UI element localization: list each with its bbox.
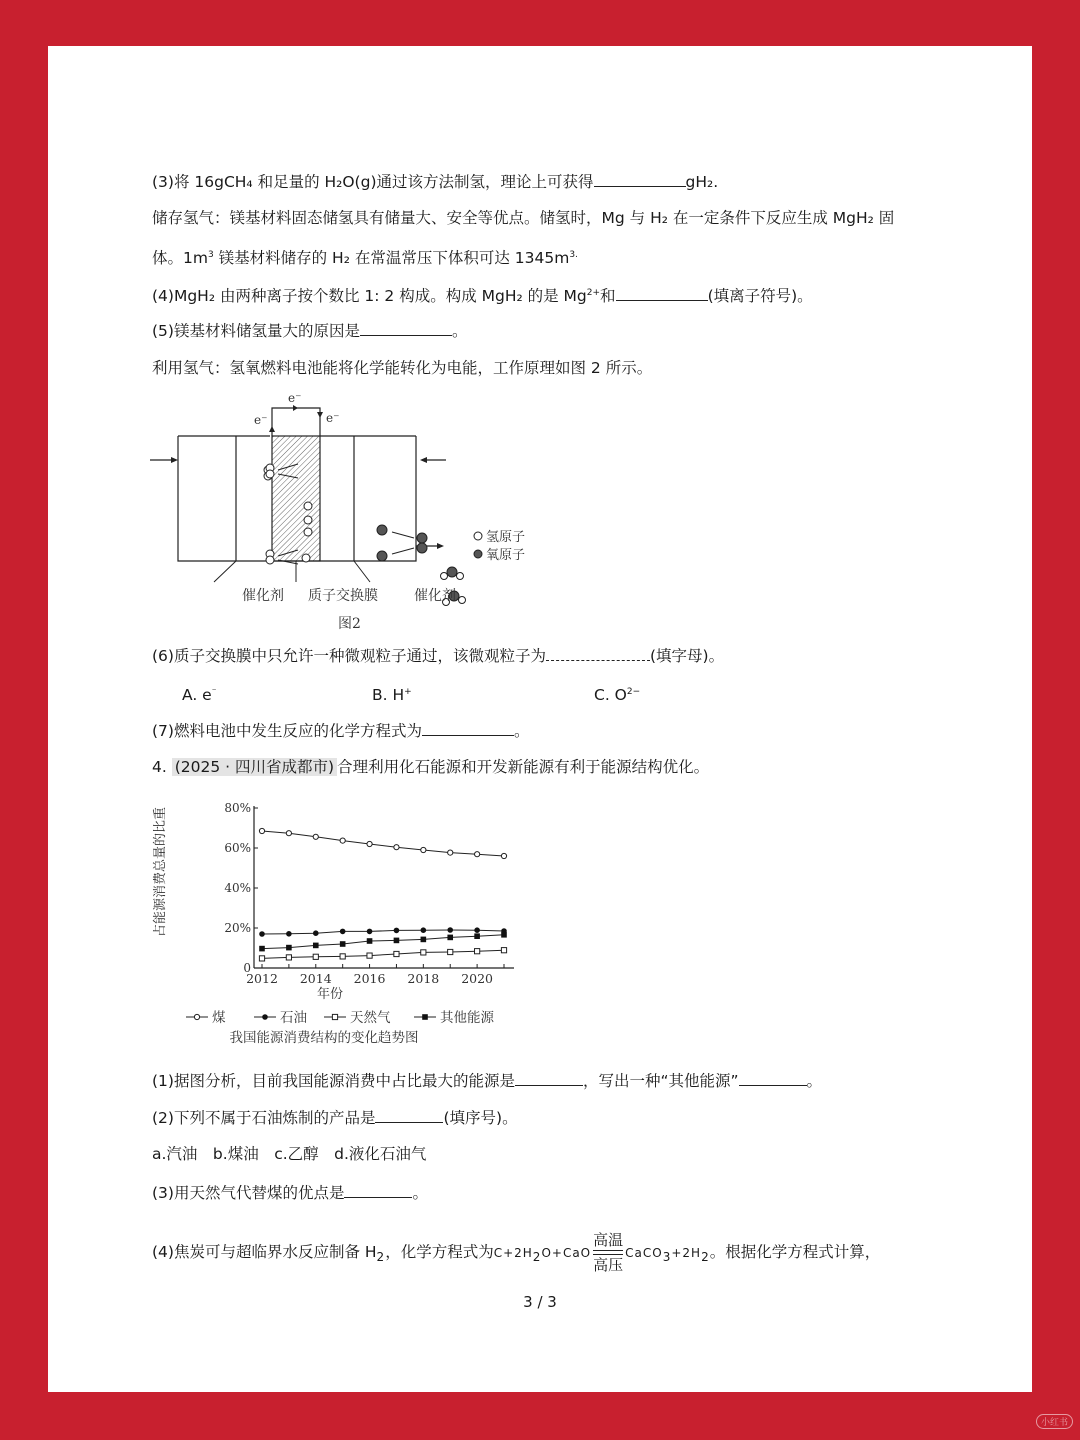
label-catalyst-right: 催化剂 (414, 588, 456, 604)
data-point (501, 932, 507, 938)
chart-legend (186, 1009, 494, 1026)
question-5: (5)镁基材料储氢量大的原因是 。 (152, 322, 468, 340)
data-point (367, 929, 373, 935)
label-catalyst-left: 催化剂 (242, 588, 284, 604)
document-page (48, 46, 1032, 1392)
label-membrane: 质子交换膜 (308, 588, 378, 604)
chart-title: 我国能源消费结构的变化趋势图 (229, 1030, 419, 1046)
data-point (367, 841, 372, 846)
answer-blank[interactable] (739, 1070, 807, 1086)
legend-marker (422, 1014, 428, 1020)
p4-question-2-options: a.汽油 b.煤油 c.乙醇 d.液化石油气 (152, 1145, 427, 1163)
series-line-1 (262, 930, 504, 934)
data-point (475, 949, 480, 954)
data-point (259, 946, 265, 952)
x-tick-label: 2012 (246, 971, 278, 986)
y-tick-label: 60% (224, 841, 251, 855)
data-point (394, 938, 400, 944)
data-point (448, 949, 453, 954)
arrow-up-icon (269, 426, 275, 432)
answer-blank[interactable] (375, 1107, 443, 1123)
data-point (421, 927, 427, 933)
data-point (421, 847, 426, 852)
legend-label: 煤 (212, 1010, 226, 1026)
p4-question-2: (2)下列不属于石油炼制的产品是 (填序号)。 (152, 1109, 518, 1127)
data-point (474, 933, 480, 939)
data-point (313, 954, 318, 959)
question-6-option-a: A. e⁻ (182, 686, 217, 705)
answer-blank[interactable] (422, 720, 514, 736)
fuel-cell-diagram (148, 386, 526, 636)
y-tick-label: 0 (243, 961, 251, 975)
data-point (313, 943, 319, 949)
source-tag: (2025 · 四川省成都市) (172, 758, 337, 776)
data-point (474, 927, 480, 933)
legend-marker (194, 1014, 199, 1019)
energy-chart (146, 792, 494, 1054)
answer-blank[interactable] (594, 171, 686, 187)
data-point (286, 831, 291, 836)
data-point (313, 930, 319, 936)
storage-paragraph-line1: 储存氢气：镁基材料固态储氢具有储量大、安全等优点。储氢时，Mg 与 H₂ 在一定条件下反应生成 MgH₂ 固 (152, 209, 895, 227)
chart-series (259, 828, 507, 961)
question-6-option-c: C. $O^{2-}$ (594, 686, 641, 705)
chart-xlabel: 年份 (316, 987, 344, 1002)
legend-oxygen-label: 氧原子 (486, 548, 526, 563)
data-point (286, 931, 292, 937)
data-point (394, 928, 400, 934)
answer-blank[interactable] (616, 285, 708, 301)
problem-4-heading: 4. (2025 · 四川省成都市) 合理利用化石能源和开发新能源有利于能源结构优化。 (152, 758, 710, 776)
data-point (340, 929, 346, 935)
legend-label: 其他能源 (440, 1010, 494, 1026)
data-point (448, 850, 453, 855)
data-point (340, 954, 345, 959)
data-point (313, 834, 318, 839)
external-circuit (272, 408, 320, 436)
legend-hydrogen-label: 氢原子 (486, 530, 526, 545)
arrow-down-icon (317, 412, 323, 418)
page-number: 3 / 3 (523, 1293, 557, 1311)
data-point (447, 935, 453, 941)
watermark: 小红书 (1036, 1414, 1073, 1429)
data-point (501, 948, 506, 953)
data-point (475, 852, 480, 857)
legend-label: 石油 (280, 1010, 307, 1026)
series-line-3 (262, 935, 504, 949)
data-point (421, 937, 427, 943)
chart-axes (254, 806, 514, 968)
data-point (367, 953, 372, 958)
data-point (367, 938, 373, 944)
fuel-cell-intro: 利用氢气：氢氧燃料电池能将化学能转化为电能，工作原理如图 2 所示。 (152, 359, 653, 377)
question-6: (6)质子交换膜中只允许一种微观粒子通过，该微观粒子为 (填字母)。 (152, 647, 725, 665)
data-point (286, 955, 291, 960)
question-7: (7)燃料电池中发生反应的化学方程式为 。 (152, 722, 530, 740)
data-point (394, 845, 399, 850)
arrow-right-icon (293, 405, 298, 411)
p4-question-1: (1)据图分析，目前我国能源消费中占比最大的能源是 ，写出一种“其他能源” 。 (152, 1072, 823, 1090)
answer-blank[interactable] (360, 320, 452, 336)
y-tick-label: 20% (224, 921, 251, 935)
x-tick-label: 2016 (353, 971, 386, 986)
question-4: (4)MgH₂ 由两种离子按个数比 1: 2 构成。构成 MgH₂ 的是 $Mg^{2+}$和 (填离子符号)。 (152, 287, 813, 306)
electron-label-top: e⁻ (288, 391, 302, 405)
proton-exchange-membrane (272, 436, 320, 561)
legend-label: 天然气 (350, 1010, 391, 1026)
p4-question-3: (3)用天然气代替煤的优点是 。 (152, 1184, 428, 1202)
x-tick-label: 2020 (461, 971, 494, 986)
series-line-0 (262, 831, 504, 856)
legend-oxygen-icon (474, 550, 482, 558)
x-tick-label: 2018 (407, 971, 440, 986)
data-point (501, 853, 506, 858)
answer-blank[interactable] (546, 645, 650, 661)
p4-question-4: (4)焦炭可与超临界水反应制备 $H_2$，化学方程式为$C+2H_2O+CaO$ 高温 高压 $CaCO_3+2H_2$。根据化学方程式计算， (152, 1231, 881, 1274)
series-line-2 (262, 950, 504, 958)
oxygen-split-arrows (392, 532, 414, 554)
data-point (421, 950, 426, 955)
storage-paragraph-line2: 体。$1m^3$ 镁基材料储存的 H₂ 在常温常压下体积可达 $1345m^{3.}$ (152, 249, 578, 268)
reaction-conditions: 高温 高压 (593, 1231, 624, 1274)
question-6-option-b: B. H+ (372, 686, 412, 705)
data-point (340, 941, 346, 947)
legend-marker (262, 1014, 268, 1020)
data-point (394, 951, 399, 956)
oxygen-particles (377, 525, 427, 561)
data-point (340, 838, 345, 843)
electron-label-right: e⁻ (326, 411, 340, 425)
data-point (259, 828, 264, 833)
figure-caption: 图2 (338, 616, 361, 632)
answer-blank[interactable] (344, 1182, 412, 1198)
data-point (259, 931, 265, 937)
label-pointers (214, 561, 370, 582)
chart-ylabel: 占能源消费总量的比重 (153, 806, 168, 938)
question-3: (3)将 16gCH₄ 和足量的 H₂O(g)通过该方法制氢，理论上可获得 gH₂. (152, 173, 719, 191)
answer-blank[interactable] (515, 1070, 583, 1086)
data-point (447, 927, 453, 933)
y-tick-label: 80% (224, 801, 251, 815)
electron-label-left: e⁻ (254, 413, 268, 427)
y-tick-label: 40% (224, 881, 251, 895)
legend-hydrogen-icon (474, 532, 482, 540)
x-tick-label: 2014 (299, 971, 332, 986)
data-point (286, 945, 292, 951)
data-point (259, 956, 264, 961)
legend-marker (332, 1014, 337, 1019)
